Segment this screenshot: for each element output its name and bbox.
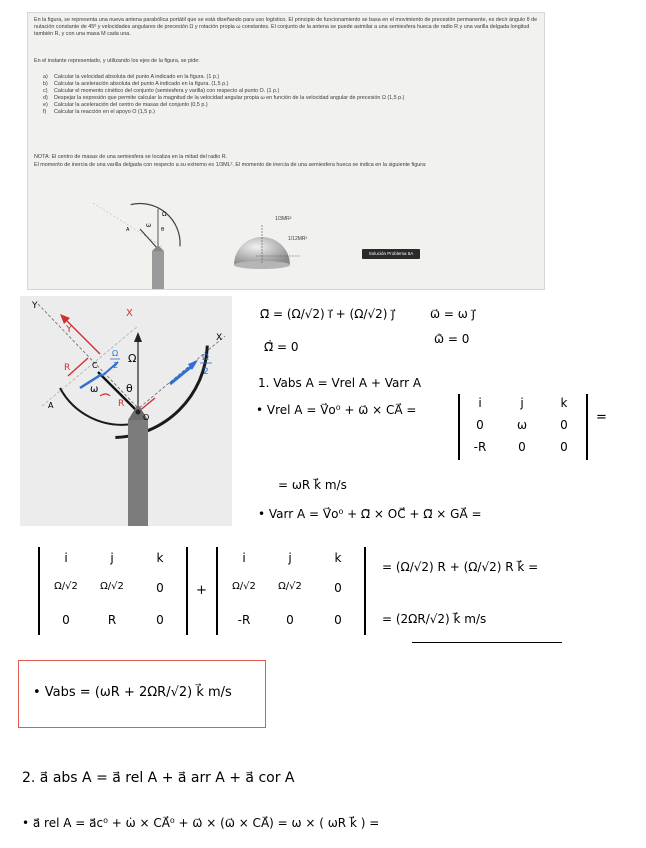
question-item: e) Calcular la aceleración del centro de masas del conjunto (0,5 p.) [43, 102, 208, 109]
answer-vabs: • Vabs = (ωR + 2ΩR/√2) k⃗ m/s [33, 685, 232, 700]
step2-title: 2. a⃗ abs A = a⃗ rel A + a⃗ arr A + a⃗ cor A [22, 770, 295, 786]
problem-intro: En la figura, se representa una nueva antena parabólica portátil que se está diseñando para uso logístico. El principio de funcionamiento se basa en el movimiento de precesión permanente, es decir ángulo θ de nutación constante de 45º y velocidades angulares de precesión Ω y rotación propia ω constantes. El conjunto de la antena se puede asimilar a una semiesfera hueca de radio R y una varilla delgada longitud también R, y con una masa M cada una. [34, 17, 538, 38]
answer-box [18, 660, 266, 728]
question-item: d) Despejar la expresión que permite calcular la magnitud de la velocidad angular propia ω en función de la velocidad angular de precesión Ω (1,5 p.) [43, 95, 405, 102]
question-item: f) Calcular la reacción en el apoyo O (1,5 p.) [43, 109, 155, 116]
omega-big-label: Ω [128, 352, 137, 365]
inertia-top-label: 1/3MR² [275, 216, 292, 222]
eq-omega-small: ω⃗ = ω j⃗ [430, 307, 475, 321]
question-item: b) Calcular la aceleración absoluta del punto A indicado en la figura. (1,5 p.) [43, 81, 229, 88]
arel-line: • a⃗ rel A = a⃗c⁰ + ω̇ × CA⃗⁰ + ω⃗ × (ω⃗ × CA⃗) = ω × ( ωR k⃗ ) = [22, 816, 380, 830]
note-inertia: El momento de inercia de una varilla delgada con respecto a su extremo es 1/3ML². El momento de inercia de una semiesfera hueca se indica en la siguiente figura: [34, 162, 427, 168]
note-center-mass: NOTA: El centro de masas de una semiesfera se localiza en la mitad del radio R. [34, 154, 228, 160]
blue-omega-num: Ω [112, 349, 119, 358]
red-r2-label: R [118, 399, 125, 409]
point-c-label: C [92, 361, 98, 370]
antenna-photo-figure [20, 296, 232, 526]
hemisphere-inertia-figure [226, 223, 306, 273]
problem-statement-panel [27, 12, 545, 290]
question-item: c) Calcular el momento cinético del conjunto (semiesfera y varilla) con respecto al punto O. (1 p.) [43, 88, 280, 95]
point-a-label: A [48, 401, 54, 410]
solution-button[interactable]: Solución Problema 5A [362, 249, 420, 259]
right-omega-den: 2 [203, 367, 209, 377]
vrel-result: = ωR k⃗ m/s [278, 478, 347, 492]
small-a-label: A [126, 227, 130, 233]
inertia-side-label: 1/12MR² [288, 236, 308, 242]
varr-sum: = (Ω/√2) R + (Ω/√2) R k⃗ = [382, 560, 539, 574]
red-r-label: R [64, 363, 71, 373]
question-item: a) Calcular la velocidad absoluta del punto A indicado en la figura. (1 p.) [43, 74, 220, 80]
determinant-omega-ga: i j k Ω/√2 Ω/√2 0 -R 0 0 [216, 547, 366, 637]
small-antenna-figure [88, 189, 198, 289]
small-omega-label: ω [146, 222, 152, 229]
red-y-label: Y [66, 324, 73, 335]
problem-instant: En el instante representado, y utilizando los ejes de la figura, se pide: [34, 58, 200, 64]
equals-sign: = [596, 410, 607, 425]
varr-result: = (2ΩR/√2) k⃗ m/s [382, 612, 487, 626]
axis-x-label: X [216, 333, 223, 343]
underline [412, 642, 562, 643]
point-o-label: O [143, 413, 150, 422]
step1-title: 1. Vabs A = Vrel A + Varr A [258, 376, 422, 390]
plus-sign: + [196, 583, 207, 598]
eq-omega-small-dot: ω⃗̇ = 0 [434, 332, 470, 346]
small-omega-big-label: Ω [162, 211, 167, 218]
omega-small-label: ω [90, 384, 99, 395]
eq-omega-big: Ω⃗ = (Ω/√2) i⃗ + (Ω/√2) j⃗ [260, 307, 395, 321]
vrel-line: • Vrel A = V⃗o⁰ + ω⃗ × CA⃗ = [256, 403, 417, 417]
eq-omega-big-dot: Ω⃗̇ = 0 [264, 340, 299, 354]
theta-label: θ [126, 382, 133, 395]
red-x-label: X [126, 308, 133, 319]
axis-y-label: Y [32, 301, 38, 311]
right-omega-num: Ω [202, 353, 209, 363]
small-theta-label: θ [161, 227, 165, 233]
varr-line: • Varr A = V⃗o⁰ + Ω⃗ × OC⃗ + Ω⃗ × GA⃗ = [258, 507, 482, 521]
determinant-vrel: i j k 0 ω 0 -R 0 0 [458, 394, 588, 464]
determinant-omega-oc: i j k Ω/√2 Ω/√2 0 0 R 0 [38, 547, 188, 637]
problem-questions [34, 74, 540, 117]
blue-omega-den: 2 [113, 361, 119, 370]
